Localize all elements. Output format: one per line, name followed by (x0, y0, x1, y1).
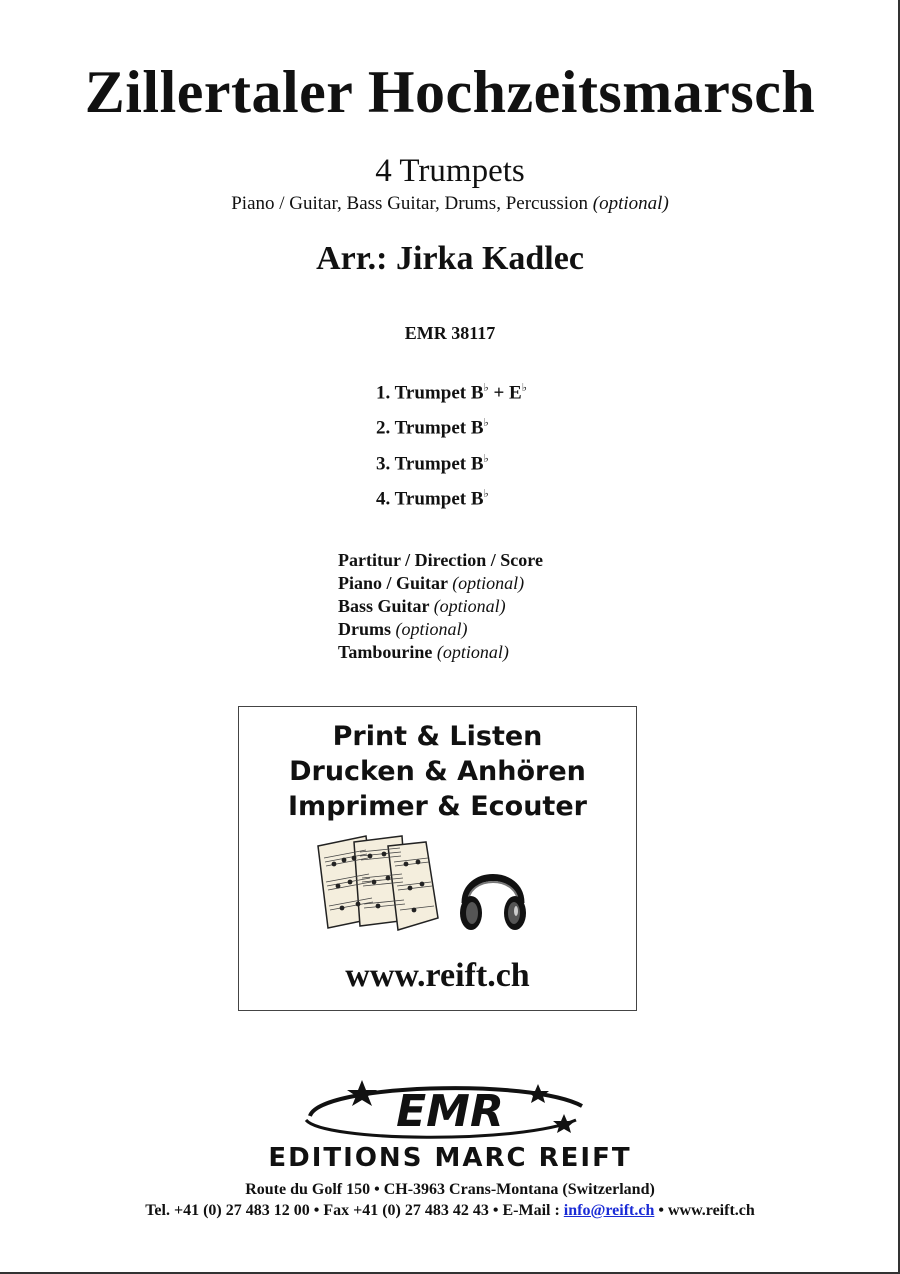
promo-box[interactable] (238, 706, 637, 1011)
list-item: Piano / Guitar (optional) (338, 573, 525, 593)
parts-list (376, 373, 527, 514)
list-item: Bass Guitar (optional) (338, 596, 506, 616)
sheet-music-icon (314, 832, 444, 937)
publisher-contact (0, 1202, 900, 1220)
instrumentation-optional: (optional) (592, 193, 669, 214)
promo-url[interactable]: www.reift.ch (345, 957, 530, 994)
part-item: 2. Trumpet B♭ (376, 417, 489, 439)
emr-logo (300, 1076, 600, 1144)
list-item: Tambourine (optional) (338, 642, 509, 662)
email-link[interactable]: info@reift.ch (563, 1202, 655, 1219)
arranger: Arr.: Jirka Kadlec (316, 240, 584, 277)
contact-website: • www.reift.ch (654, 1202, 755, 1219)
svg-text:EMR: EMR (396, 1086, 504, 1137)
page-title: Zillertaler Hochzeitsmarsch (84, 59, 816, 125)
catalog-number: EMR 38117 (404, 323, 496, 343)
publisher-name: EDITIONS MARC REIFT (268, 1143, 632, 1173)
list-item: Partitur / Direction / Score (338, 550, 543, 570)
instrumentation (0, 193, 900, 215)
part-item: 1. Trumpet B♭ + E♭ (376, 382, 527, 404)
promo-line-de: Drucken & Anhören (289, 756, 586, 787)
promo-line-en: Print & Listen (332, 721, 543, 752)
list-item: Drums (optional) (338, 619, 468, 639)
part-item: 3. Trumpet B♭ (376, 452, 489, 474)
part-item: 4. Trumpet B♭ (376, 487, 489, 510)
contents-list (338, 549, 543, 664)
contact-phone-fax: Tel. +41 (0) 27 483 12 00 • Fax +41 (0) 27 483 42 43 • E-Mail : (145, 1202, 564, 1219)
instrumentation-main: Piano / Guitar, Bass Guitar, Drums, Percussion (231, 193, 589, 214)
headphones-icon (457, 857, 529, 937)
subtitle: 4 Trumpets (375, 153, 525, 189)
publisher-address: Route du Golf 150 • CH-3963 Crans-Montana (Switzerland) (245, 1181, 655, 1198)
promo-line-fr: Imprimer & Ecouter (288, 791, 587, 822)
